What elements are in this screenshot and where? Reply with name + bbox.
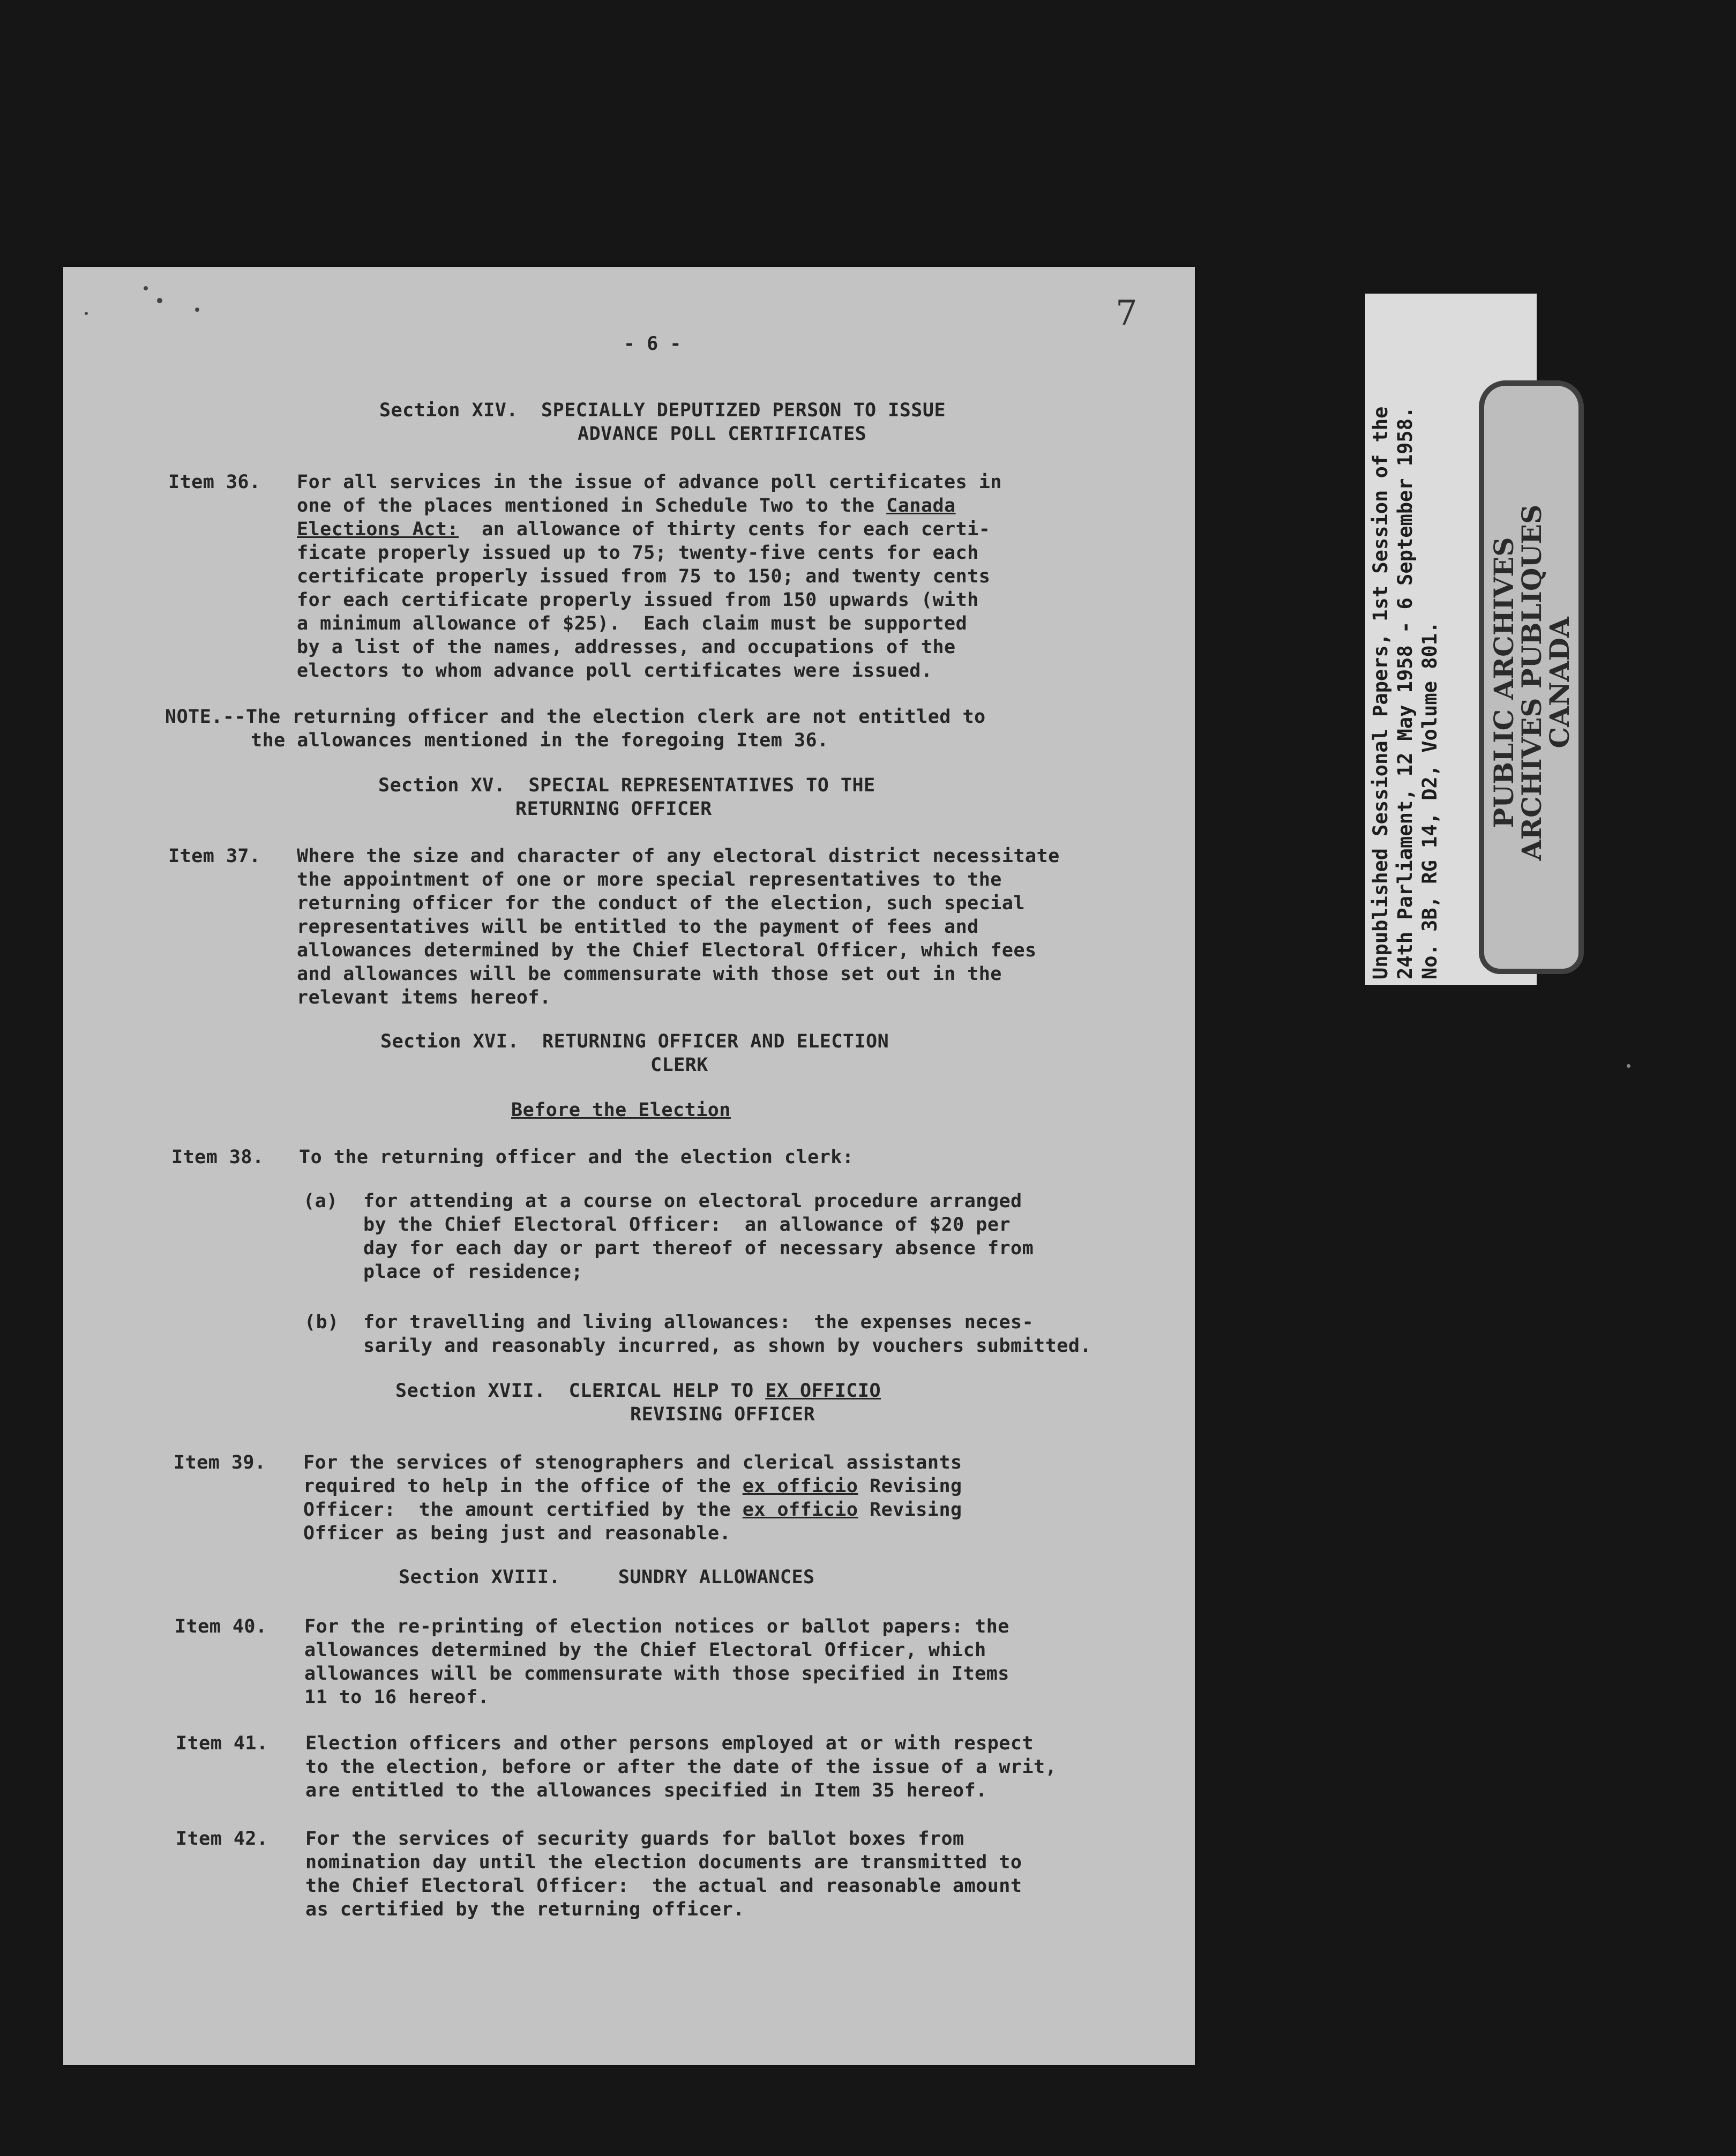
section-16-title: Section XVI. RETURNING OFFICER AND ELECTION [380,1031,889,1052]
item-39-line: Officer as being just and reasonable. [303,1523,731,1544]
archive-citation-line: Unpublished Sessional Papers, 1st Session of the [1369,406,1392,979]
section-14-title: Section XIV. SPECIALLY DEPUTIZED PERSON TO ISSUE [379,400,946,421]
section-14-title-2: ADVANCE POLL CERTIFICATES [578,423,867,445]
item-38-a-mark: (a) [303,1191,338,1212]
item-42-line: nomination day until the election documents are transmitted to [305,1852,1022,1873]
page-number: - 6 - [624,333,682,355]
speck-mark [1627,1064,1630,1068]
speck-mark [157,298,162,303]
item-38-b-mark: (b) [304,1312,339,1333]
item-36-line: Elections Act: an allowance of thirty cents for each certi- [297,519,991,540]
item-40-line: 11 to 16 hereof. [304,1687,490,1708]
item-36-line: certificate properly issued from 75 to 150; and twenty cents [297,566,991,587]
speck-mark [144,286,148,290]
item-39-line: required to help in the office of the ex officio Revising [303,1476,962,1497]
note-line: NOTE.--The returning officer and the election clerk are not entitled to [165,706,986,728]
item-41-line: Election officers and other persons employed at or with respect [305,1733,1034,1754]
item-38-line: To the returning officer and the election clerk: [299,1147,854,1168]
item-41-line: to the election, before or after the date of the issue of a writ, [305,1756,1057,1778]
item-40-line: allowances determined by the Chief Electoral Officer, which [304,1640,986,1661]
section-17-title: Section XVII. CLERICAL HELP TO EX OFFICIO [395,1380,881,1402]
item-40-line: allowances will be commensurate with those specified in Items [304,1663,1009,1685]
section-17-title-2: REVISING OFFICER [630,1404,815,1425]
item-42-line: the Chief Electoral Officer: the actual and reasonable amount [305,1875,1022,1897]
item-38-a-line: day for each day or part thereof of necessary absence from [363,1238,1034,1259]
speck-mark [195,308,199,312]
stamp-line: CANADA [1544,617,1575,748]
document-page [63,267,1195,2065]
note-line: the allowances mentioned in the foregoing Item 36. [251,730,829,751]
section-15-title-2: RETURNING OFFICER [515,798,712,820]
item-38-b-line: sarily and reasonably incurred, as shown by vouchers submitted. [363,1335,1092,1357]
item-39-line: For the services of stenographers and clerical assistants [303,1452,962,1473]
item-37-line: allowances determined by the Chief Electoral Officer, which fees [297,940,1037,961]
item-37-line: Where the size and character of any electoral district necessitate [297,845,1060,867]
section-15-title: Section XV. SPECIAL REPRESENTATIVES TO THE [378,775,876,796]
item-40-line: For the re-printing of election notices or ballot papers: the [304,1616,1009,1637]
public-archives-stamp [1479,380,1584,974]
item-38-b-line: for travelling and living allowances: the expenses neces- [363,1312,1034,1333]
item-36-line: ficate properly issued up to 75; twenty-five cents for each [297,542,979,564]
item-42-line: as certified by the returning officer. [305,1899,745,1920]
item-39-label: Item 39. [174,1452,266,1473]
item-36-line: one of the places mentioned in Schedule Two to the Canada [297,495,956,516]
section-18-title: Section XVIII. SUNDRY ALLOWANCES [399,1567,815,1588]
speck-mark [85,312,88,315]
item-36-line: For all services in the issue of advance poll certificates in [297,471,1002,493]
archive-citation-line: No. 3B, RG 14, D2, Volume 801. [1418,621,1441,979]
section-16-title-2: CLERK [650,1054,708,1076]
item-37-line: the appointment of one or more special representatives to the [297,869,1002,890]
stamp-line: PUBLIC ARCHIVES [1488,537,1520,828]
item-36-line: a minimum allowance of $25). Each claim must be supported [297,613,968,634]
item-36-line: for each certificate properly issued from 150 upwards (with [297,589,979,611]
item-39-line: Officer: the amount certified by the ex officio Revising [303,1499,962,1521]
item-38-a-line: place of residence; [363,1261,583,1283]
stamp-line: ARCHIVES PUBLIQUES [1516,504,1547,861]
item-41-line: are entitled to the allowances specified in Item 35 hereof. [305,1780,987,1801]
item-37-label: Item 37. [168,845,261,867]
item-38-label: Item 38. [171,1147,264,1168]
item-36-line: electors to whom advance poll certificates were issued. [297,660,933,682]
item-38-a-line: for attending at a course on electoral procedure arranged [363,1191,1022,1212]
item-40-label: Item 40. [175,1616,267,1637]
item-36-label: Item 36. [168,471,261,493]
item-37-line: relevant items hereof. [297,987,551,1008]
archive-citation-line: 24th Parliament, 12 May 1958 - 6 September 1958. [1394,406,1417,979]
section-16-subheading: Before the Election [511,1099,731,1121]
item-37-line: returning officer for the conduct of the election, such special [297,893,1026,914]
item-36-line: by a list of the names, addresses, and occupations of the [297,637,956,658]
item-37-line: representatives will be entitled to the payment of fees and [297,916,979,938]
handwritten-page-number: 7 [1116,294,1138,333]
item-42-label: Item 42. [176,1828,268,1850]
item-38-a-line: by the Chief Electoral Officer: an allowance of $20 per [363,1214,1011,1236]
item-37-line: and allowances will be commensurate with those set out in the [297,963,1002,985]
item-41-label: Item 41. [176,1733,268,1754]
item-42-line: For the services of security guards for ballot boxes from [305,1828,964,1850]
